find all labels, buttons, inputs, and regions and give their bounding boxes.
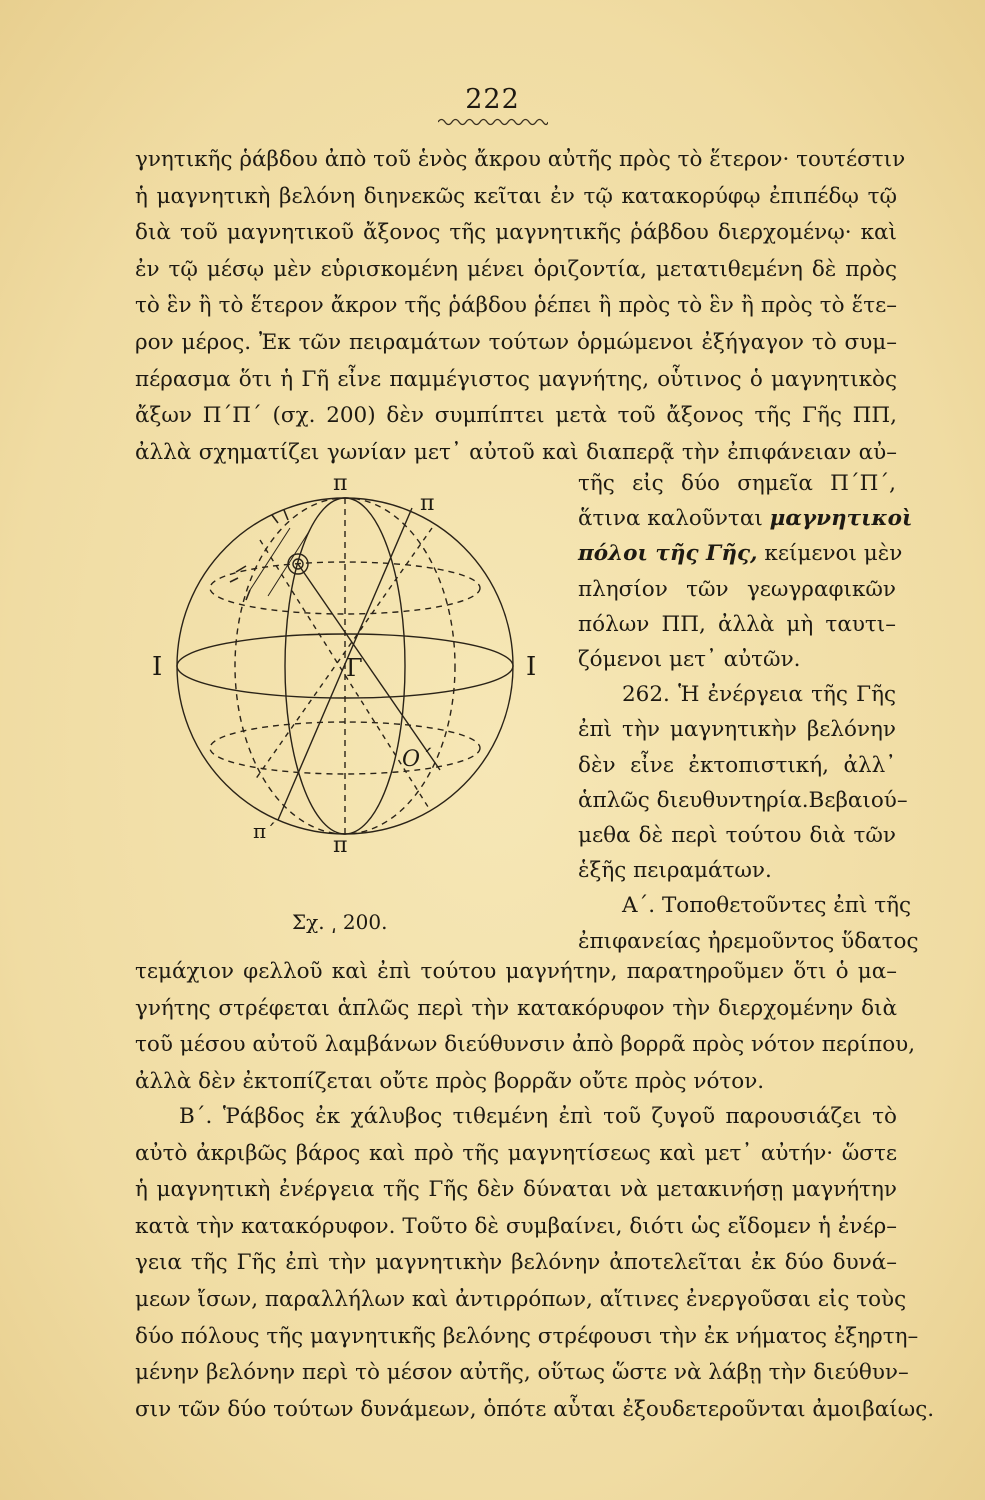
text-line: Α΄. Τοποθετοῦντες ἐπὶ τῆς [622,893,912,919]
emphasis-term: πόλοι τῆς Γῆς, [578,541,758,567]
text-line: ἑξῆς πειραμάτων. [578,858,772,884]
text-line: γνητικῆς ῥάβδου ἀπὸ τοῦ ἑνὸς ἄκρου αὐτῆς πρὸς τὸ ἕτερον· τουτέστιν [135,147,906,172]
needle-marks [230,510,288,600]
label-iota-left: Ι [152,652,163,682]
top-paragraph [135,142,906,471]
magnetic-line [298,564,440,770]
text-line: τῆς εἰς δύο σημεῖα Π΄Π΄, [578,471,896,496]
text-line: δύο πόλους τῆς μαγνητικῆς βελόνης στρέφουσι τὴν ἐκ νήματος ἐξηρτη– [135,1323,919,1349]
text-line: δὲν εἶνε ἐκτοπιστική, ἀλλ᾽ [578,752,896,778]
lower-paragraph-a [135,954,916,1100]
text-line: ζόμενοι μετ᾽ αὐτῶν. [578,647,801,673]
label-omicron: Ο΄ [402,747,432,772]
earth-magnetic-poles-figure [150,470,550,860]
text-line: ἐπιφανείας ἠρεμοῦντος ὕδατος [578,928,919,954]
text-line: μένην βελόνην περὶ τὸ μέσον αὐτῆς, οὕτως ὥστε νὰ λάβῃ τὴν διεύθυν– [135,1360,909,1386]
text-line: τεμάχιον φελλοῦ καὶ ἐπὶ τούτου μαγνήτην, παρατηροῦμεν ὅτι ὁ μα– [135,959,897,984]
text-line: ρον μέρος. Ἐκ τῶν πειραμάτων τούτων ὁρμώμενοι ἐξήγαγον τὸ συμ– [135,329,897,355]
label-pi-top: π [333,471,348,496]
section-heading-262: 262. Ἡ ἐνέργεια τῆς Γῆς [622,682,896,708]
lower-paragraph-b [135,1099,935,1428]
page-number: 222 [465,84,520,115]
text-line: ἀλλὰ σχηματίζει γωνίαν μετ᾽ αὐτοῦ καὶ διαπερᾷ τὴν ἐπιφάνειαν αὐ– [135,439,897,465]
label-iota-right: Ι [526,652,537,682]
text-line: ἡ μαγνητικὴ ἐνέργεια τῆς Γῆς δὲν δύναται νὰ μετακινήσῃ μαγνήτην [135,1177,897,1203]
text-line: σιν τῶν δύο τούτων δυνάμεων, ὁπότε αὗται ἐξουδετεροῦνται ἀμοιβαίως. [135,1396,935,1422]
text-line: αὐτὸ ἀκριβῶς βάρος καὶ πρὸ τῆς μαγνητίσεως καὶ μετ᾽ αὐτήν· ὥστε [135,1140,897,1166]
text-line: ἀλλὰ δὲν ἐκτοπίζεται οὔτε πρὸς βορρᾶν οὔτε πρὸς νότον. [135,1068,765,1094]
text-line: τοῦ μέσου αὐτοῦ λαμβάνων διεύθυνσιν ἀπὸ βορρᾶ πρὸς νότον περίπου, [135,1032,916,1058]
text-line: μεθα δὲ περὶ τούτου διὰ τῶν [578,823,896,849]
text-line: μεων ἴσων, παραλλήλων καὶ ἀντιρρόπων, αἵτινες ἐνεργοῦσαι εἰς τοὺς [135,1286,907,1312]
text-line: πέρασμα ὅτι ἡ Γῆ εἶνε παμμέγιστος μαγνήτης, οὗτινος ὁ μαγνητικὸς [135,366,897,392]
text-line: Β΄. Ῥάβδος ἐκ χάλυβος τιθεμένη ἐπὶ τοῦ ζυγοῦ παρουσιάζει τὸ [179,1104,897,1129]
text-line: ἐν τῷ μέσῳ μὲν εὑρισκομένη μένει ὁριζοντία, μετατιθεμένη δὲ πρὸς [135,256,897,282]
text-line [578,536,903,571]
decorative-wavy-rule [438,117,548,127]
label-pi-bottom: π [333,833,348,858]
label-pi-bottom-left: π΄ [253,819,277,843]
label-pi-top-right: π [420,491,435,516]
figure-caption: Σχ. ͵ 200. [292,910,388,934]
text-line: τὸ ἓν ἢ τὸ ἕτερον ἄκρον τῆς ῥάβδου ῥέπει ἢ πρὸς τὸ ἓν ἢ πρὸς τὸ ἕτε– [135,293,897,319]
text-line: ἡ μαγνητικὴ βελόνη διηνεκῶς κεῖται ἐν τῷ κατακορύφῳ ἐπιπέδῳ τῷ [135,183,897,209]
label-gamma-center: Γ [346,654,363,682]
text-line: πόλων ΠΠ, ἀλλὰ μὴ ταυτι– [578,611,896,637]
text-line: γεια τῆς Γῆς ἐπὶ τὴν μαγνητικὴν βελόνην ἀποτελεῖται ἐκ δύο δυνά– [135,1250,897,1276]
text-line: ἁπλῶς διευθυντηρία.Βεβαιού– [578,787,908,813]
text-line: ἐπὶ τὴν μαγνητικὴν βελόνην [578,717,896,743]
needle-line [250,528,290,590]
text-line: γνήτης στρέφεται ἁπλῶς περὶ τὴν κατακόρυφον τὴν διερχομένην διὰ [135,995,897,1021]
right-column-text [578,466,919,959]
text-line: διὰ τοῦ μαγνητικοῦ ἄξονος τῆς μαγνητικῆς ῥάβδου διερχομένῳ· καὶ [135,220,897,246]
text-line: ἄξων Π΄Π΄ (σχ. 200) δὲν συμπίπτει μετὰ τοῦ ἄξονος τῆς Γῆς ΠΠ, [135,403,897,429]
emphasis-term: μαγνητικοὶ [769,506,913,532]
text-fragment: κείμενοι μὲν [764,541,903,567]
text-fragment: ἅτινα καλοῦνται [578,506,763,532]
text-line [578,501,913,536]
text-line: πλησίον τῶν γεωγραφικῶν [578,576,896,602]
text-line: κατὰ τὴν κατακόρυφον. Τοῦτο δὲ συμβαίνει, διότι ὡς εἴδομεν ἡ ἐνέρ– [135,1213,897,1239]
